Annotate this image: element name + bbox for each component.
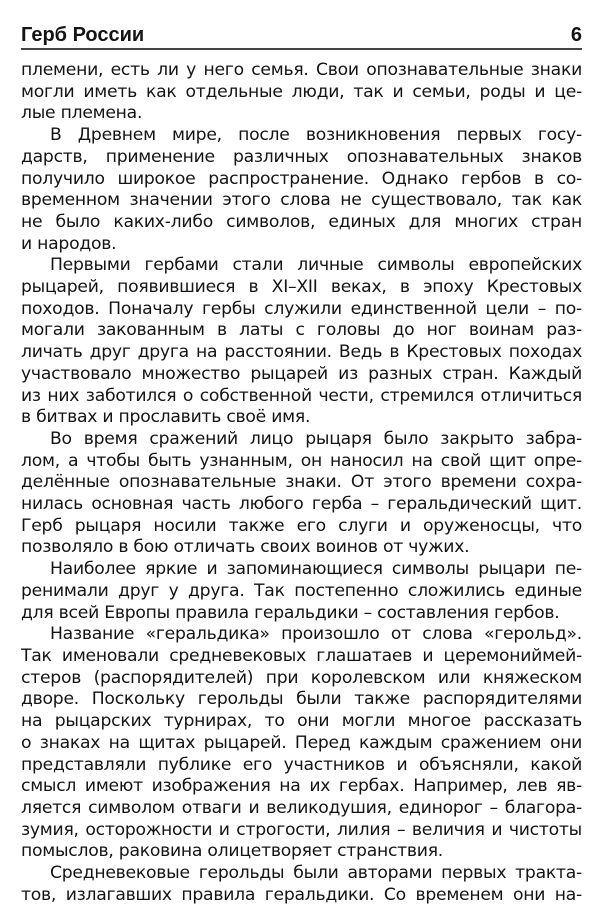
text-line: смысл имеют изображения на их гербах. Например, лев яв-: [21, 776, 582, 797]
text-line: для всей Европы правила геральдики – составления гербов.: [21, 602, 560, 623]
text-line: стеров (распорядителей) при королевском или княжеском: [21, 667, 582, 688]
text-line: позволяло в бою отличать своих воинов от чужих.: [21, 537, 470, 558]
text-line: Так именовали средневековых глашатаев и церемониймей-: [21, 645, 582, 666]
page-body: [21, 60, 582, 906]
text-line: делённые опознавательные знаки. От этого времени сохра-: [21, 472, 582, 493]
paragraph: [21, 559, 582, 624]
text-line: лые племена.: [21, 103, 143, 124]
text-line: лом, а чтобы быть узнанным, он наносил на свой щит опре-: [21, 450, 582, 471]
text-line: зумия, осторожности и строгости, лилия – величия и чистоты: [21, 819, 582, 840]
text-line: ренимали друг у друга. Так постепенно сложились единые: [21, 580, 582, 601]
text-line: нилась основная часть любого герба – геральдический щит.: [21, 494, 582, 515]
text-line: из них заботился о собственной чести, стремился отличиться: [21, 385, 582, 406]
paragraph: [21, 429, 582, 559]
text-line: представляли публике его участников и объясняли, какой: [21, 754, 582, 775]
text-line: на рыцарских турнирах, то они могли многое рассказать: [21, 711, 582, 732]
paragraph: [21, 125, 582, 255]
text-line: помыслов, раковина олицетворяет странствия.: [21, 841, 444, 862]
text-line: тов, излагавших правила геральдики. Со временем они на-: [21, 884, 582, 905]
text-line: дарств, применение различных опознавательных знаков: [21, 146, 582, 167]
paragraph: [21, 863, 582, 906]
text-line: и народов.: [21, 233, 117, 254]
running-header: [21, 17, 582, 47]
running-title: Герб России: [21, 24, 145, 46]
text-line: личать друг друга на расстоянии. Ведь в Крестовых походах: [21, 342, 582, 363]
text-line: Наиболее яркие и запоминающиеся символы рыцари пе-: [50, 559, 582, 580]
paragraph: [21, 60, 582, 125]
text-line: Герб рыцаря носили также его слуги и оруженосцы, что: [21, 515, 582, 536]
text-line: могали закованным в латы с головы до ног воинам раз-: [21, 320, 582, 341]
text-line: дворе. Поскольку герольды были также распорядителями: [21, 689, 582, 710]
text-line: ляется символом отваги и великодушия, единорог – благора-: [21, 797, 582, 818]
text-line: получило широкое распространение. Однако гербов в со-: [21, 168, 582, 189]
page-number: 6: [570, 24, 582, 46]
text-line: рыцарей, появившиеся в XI–XII веках, в эпоху Крестовых: [21, 277, 582, 298]
text-line: временном значении этого слова не существовало, так как: [21, 190, 582, 211]
paragraph: [21, 255, 582, 429]
header-divider: [21, 48, 582, 50]
text-line: участвовало множество рыцарей из разных стран. Каждый: [21, 363, 582, 384]
text-line: Первыми гербами стали личные символы европейских: [50, 255, 582, 276]
text-line: племени, есть ли у него семья. Свои опознавательные знаки: [21, 60, 582, 80]
text-line: о знаках на щитах рыцарей. Перед каждым сражением они: [21, 732, 582, 753]
text-line: Во время сражений лицо рыцаря было закрыто забра-: [50, 428, 582, 449]
text-line: не было каких-либо символов, единых для многих стран: [21, 211, 582, 232]
text-line: могли иметь как отдельные люди, так и семьи, роды и це-: [21, 81, 582, 102]
text-line: в битвах и прославить своё имя.: [21, 407, 311, 428]
text-line: походов. Поначалу гербы служили единственной цели – по-: [21, 298, 582, 319]
text-line: Средневековые герольды были авторами первых тракта-: [50, 863, 582, 884]
paragraph: [21, 624, 582, 863]
text-line: В Древнем мире, после возникновения первых госу-: [50, 125, 582, 146]
text-line: Название «геральдика» произошло от слова «герольд».: [50, 624, 582, 645]
